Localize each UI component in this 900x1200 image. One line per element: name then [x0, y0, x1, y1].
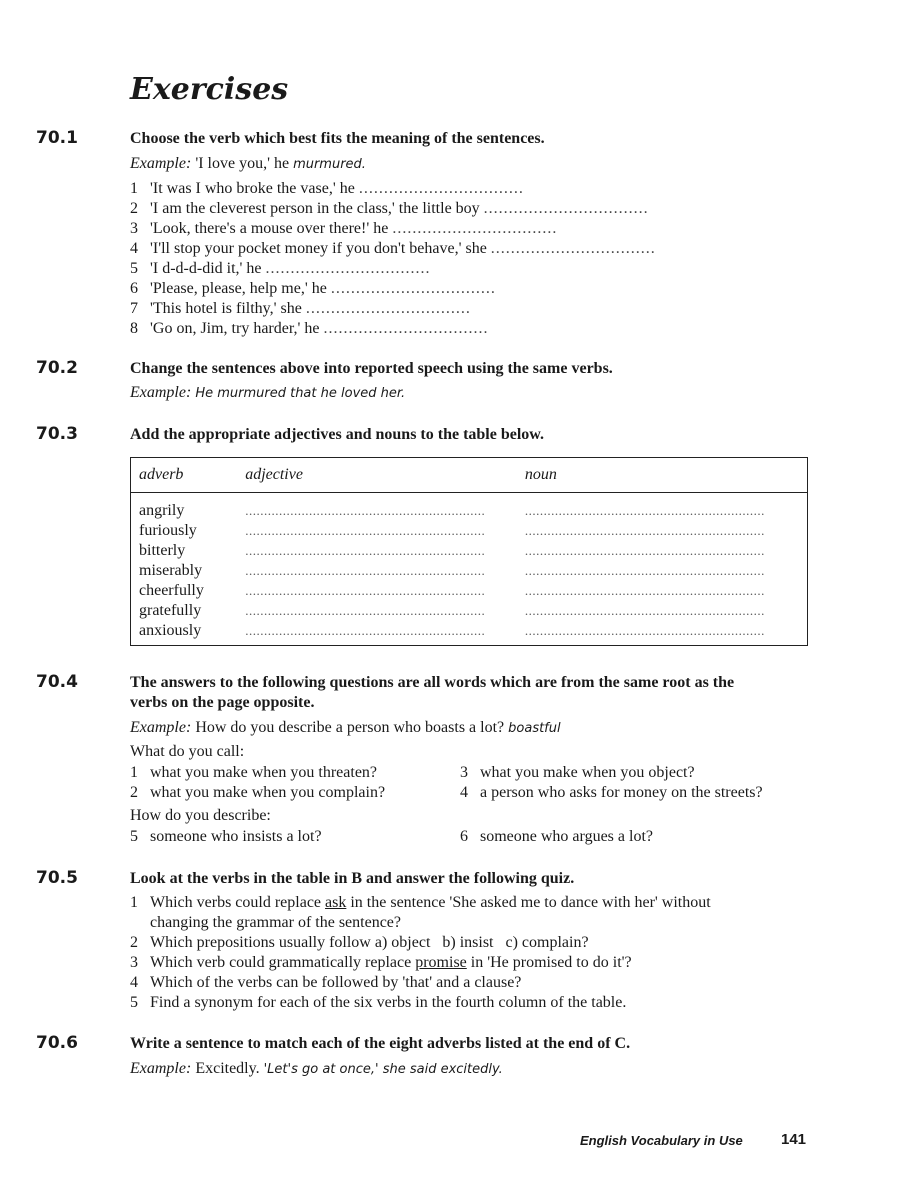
list-item: 1 what you make when you threaten?	[130, 764, 378, 781]
word-table	[130, 457, 808, 646]
exercise-number: 70.1	[36, 128, 78, 148]
example-text: How do you describe a person who boasts a lot?	[195, 719, 505, 736]
list-item: 5 someone who insists a lot?	[130, 828, 322, 845]
sub-label: How do you describe:	[130, 807, 271, 824]
exercise-number: 70.3	[36, 424, 78, 444]
exercise-number: 70.5	[36, 868, 78, 888]
table-row: furiously ................................................................ ................................................................	[139, 522, 765, 539]
example-answer: He murmured that he loved her.	[195, 386, 406, 401]
list-item: 2 'I am the cleverest person in the class,' the little boy .................................	[130, 200, 649, 217]
exercise-heading: Write a sentence to match each of the eight adverbs listed at the end of C.	[130, 1035, 631, 1052]
example-label: Example:	[130, 1060, 192, 1077]
table-row: cheerfully ................................................................ ................................................................	[139, 582, 765, 599]
page-title: Exercises	[130, 72, 289, 107]
example-answer: murmured.	[293, 157, 366, 172]
table-row: bitterly ................................................................ ................................................................	[139, 542, 765, 559]
list-item: 5 'I d-d-d-did it,' he .................................	[130, 260, 431, 277]
table-header-row	[131, 458, 808, 493]
example-text: Excitedly.	[195, 1060, 260, 1077]
table-row: miserably ................................................................ ................................................................	[139, 562, 765, 579]
example-line	[130, 718, 561, 739]
list-item: 2 Which prepositions usually follow a) object b) insist c) complain?	[130, 934, 589, 951]
list-item: 1 Which verbs could replace ask in the sentence 'She asked me to dance with her' without	[130, 894, 711, 911]
list-item: 3 what you make when you object?	[460, 764, 695, 781]
example-label: Example:	[130, 719, 192, 736]
column-header: adverb	[131, 458, 238, 493]
list-item: 2 what you make when you complain?	[130, 784, 386, 801]
example-label: Example:	[130, 155, 192, 172]
column-header: adjective	[237, 458, 517, 493]
example-answer: boastful	[508, 721, 561, 736]
example-line	[130, 154, 366, 175]
table-row: anxiously ................................................................ ................................................................	[139, 622, 765, 639]
list-item: 4 Which of the verbs can be followed by 'that' and a clause?	[130, 974, 522, 991]
column-header: noun	[517, 458, 808, 493]
list-item-continuation: changing the grammar of the sentence?	[150, 914, 401, 931]
example-text: 'I love you,' he	[195, 155, 290, 172]
list-item: 3 'Look, there's a mouse over there!' he .................................	[130, 220, 558, 237]
exercise-number: 70.4	[36, 672, 78, 692]
list-item: 6 'Please, please, help me,' he .................................	[130, 280, 496, 297]
list-item: 6 someone who argues a lot?	[460, 828, 653, 845]
exercise-heading: Look at the verbs in the table in B and answer the following quiz.	[130, 870, 575, 887]
table-row: angrily ................................................................ ................................................................	[139, 502, 765, 519]
list-item: 4 a person who asks for money on the streets?	[460, 784, 763, 801]
sub-label: What do you call:	[130, 743, 245, 760]
list-item: 8 'Go on, Jim, try harder,' he .................................	[130, 320, 489, 337]
example-answer: 'Let's go at once,' she said excitedly.	[263, 1062, 503, 1077]
book-title: English Vocabulary in Use	[580, 1133, 743, 1148]
list-item: 3 Which verb could grammatically replace promise in 'He promised to do it'?	[130, 954, 632, 971]
example-line	[130, 383, 405, 404]
example-line	[130, 1059, 503, 1080]
table-row: gratefully ................................................................ ................................................................	[139, 602, 765, 619]
list-item: 4 'I'll stop your pocket money if you don't behave,' she .................................	[130, 240, 656, 257]
exercise-number: 70.6	[36, 1033, 78, 1053]
list-item: 7 'This hotel is filthy,' she .................................	[130, 300, 471, 317]
exercise-heading: Change the sentences above into reported speech using the same verbs.	[130, 360, 613, 377]
exercise-heading: Add the appropriate adjectives and nouns to the table below.	[130, 426, 544, 443]
example-label: Example:	[130, 384, 192, 401]
exercise-heading: The answers to the following questions are all words which are from the same root as the	[130, 674, 735, 691]
exercise-number: 70.2	[36, 358, 78, 378]
exercise-heading: verbs on the page opposite.	[130, 694, 315, 711]
page-number: 141	[781, 1131, 807, 1148]
exercise-heading: Choose the verb which best fits the meaning of the sentences.	[130, 130, 545, 147]
list-item: 1 'It was I who broke the vase,' he .................................	[130, 180, 524, 197]
list-item: 5 Find a synonym for each of the six verbs in the fourth column of the table.	[130, 994, 627, 1011]
